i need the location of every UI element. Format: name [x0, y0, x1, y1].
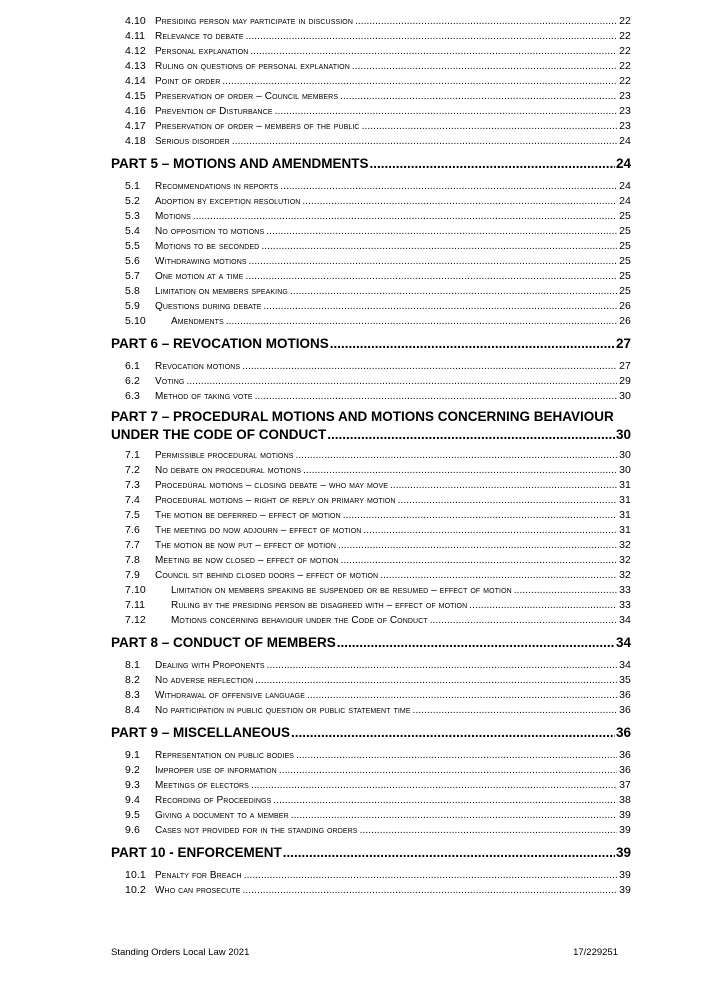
dot-leader	[296, 748, 617, 763]
toc-entry-page: 22	[619, 75, 631, 87]
toc-part-heading[interactable]	[111, 842, 631, 864]
toc-entry-title: No debate on procedural motions	[155, 465, 302, 476]
toc-entry-page: 36	[619, 749, 631, 761]
toc-entry[interactable]	[111, 89, 631, 104]
toc-entry-title: Dealing with Proponents	[155, 660, 265, 671]
toc-entry-title: Presiding person may participate in discussion	[155, 16, 353, 27]
toc-entry-title: Adoption by exception resolution	[155, 196, 301, 207]
toc-entry-number: 5.5	[125, 240, 140, 252]
toc-entry-number: 6.3	[125, 390, 140, 402]
toc-part-title: PART 6 – REVOCATION MOTIONS	[111, 336, 329, 351]
toc-entry-page: 39	[619, 884, 631, 896]
toc-entry-title: One motion at a time	[155, 271, 244, 282]
toc-entry-title: Motions	[155, 211, 191, 222]
toc-entry-title: Cases not provided for in the standing orders	[155, 825, 358, 836]
toc-entry-title: Preservation of order – Council members	[155, 91, 339, 102]
toc-entry[interactable]	[111, 823, 631, 838]
dot-leader	[255, 389, 618, 404]
dot-leader	[232, 134, 617, 149]
toc-entry-title: Giving a document to a member	[155, 810, 289, 821]
toc-entry-page: 26	[619, 300, 631, 312]
toc-entry[interactable]	[111, 224, 631, 239]
toc-entry-number: 8.4	[125, 704, 140, 716]
toc-entry-page: 37	[619, 779, 631, 791]
dot-leader	[330, 333, 615, 355]
toc-entry-page: 24	[619, 135, 631, 147]
toc-entry-page: 32	[619, 539, 631, 551]
toc-entry[interactable]	[111, 793, 631, 808]
dot-leader	[302, 194, 617, 209]
toc-entry-page: 25	[619, 240, 631, 252]
toc-entry-title: Withdrawal of offensive language	[155, 690, 305, 701]
toc-entry-page: 24	[619, 180, 631, 192]
toc-part-page: 34	[615, 635, 631, 650]
toc-entry-number: 7.9	[125, 569, 140, 581]
toc-entry-title: Serious disorder	[155, 136, 230, 147]
toc-entry-number: 9.5	[125, 809, 140, 821]
toc-part-title: PART 10 - ENFORCEMENT	[111, 845, 282, 860]
dot-leader	[243, 883, 618, 898]
toc-entry-number: 8.3	[125, 689, 140, 701]
toc-entry[interactable]	[111, 463, 631, 478]
toc-entry[interactable]	[111, 254, 631, 269]
toc-entry-title: Point of order	[155, 76, 221, 87]
toc-entry-title: Method of taking vote	[155, 391, 253, 402]
toc-entry-title: Ruling on questions of personal explanation	[155, 61, 350, 72]
toc-part-heading[interactable]	[111, 408, 631, 444]
toc-entry-page: 24	[619, 195, 631, 207]
toc-entry-number: 5.6	[125, 255, 140, 267]
toc-entry-page: 31	[619, 494, 631, 506]
dot-leader	[244, 868, 617, 883]
toc-entry-page: 31	[619, 479, 631, 491]
toc-entry-title: Relevance to debate	[155, 31, 244, 42]
toc-entry-number: 7.10	[125, 584, 146, 596]
toc-entry-number: 5.4	[125, 225, 140, 237]
toc-entry[interactable]	[111, 104, 631, 119]
dot-leader	[249, 254, 617, 269]
table-of-contents	[111, 14, 631, 898]
dot-leader	[291, 808, 617, 823]
toc-entry-page: 22	[619, 15, 631, 27]
toc-entry-number: 4.14	[125, 75, 146, 87]
toc-part-page: 27	[615, 336, 631, 351]
toc-entry-number: 5.9	[125, 300, 140, 312]
dot-leader	[362, 119, 618, 134]
dot-leader	[186, 374, 617, 389]
toc-entry-number: 5.1	[125, 180, 140, 192]
toc-entry-number: 4.15	[125, 90, 146, 102]
toc-entry[interactable]	[111, 478, 631, 493]
toc-entry[interactable]	[111, 553, 631, 568]
toc-entry[interactable]	[111, 673, 631, 688]
dot-leader	[261, 239, 617, 254]
toc-entry-title: Who can prosecute	[155, 885, 241, 896]
toc-entry[interactable]	[111, 374, 631, 389]
toc-entry[interactable]	[111, 868, 631, 883]
toc-entry-title: Meeting be now closed – effect of motion	[155, 555, 339, 566]
toc-entry-page: 36	[619, 764, 631, 776]
dot-leader	[255, 673, 617, 688]
toc-entry-title: Procedural motions – right of reply on primary motion	[155, 495, 396, 506]
toc-entry-title: Limitation on members speaking be suspended or be resumed – effect of motion	[171, 585, 512, 596]
toc-entry[interactable]	[111, 359, 631, 374]
toc-entry-title: Penalty for Breach	[155, 870, 242, 881]
toc-entry[interactable]	[111, 269, 631, 284]
toc-entry-number: 6.2	[125, 375, 140, 387]
toc-entry-title: The motion be deferred – effect of motion	[155, 510, 341, 521]
dot-leader	[283, 842, 615, 864]
toc-entry[interactable]	[111, 613, 631, 628]
dot-leader	[327, 426, 615, 444]
toc-entry-page: 33	[619, 584, 631, 596]
toc-entry[interactable]	[111, 209, 631, 224]
dot-leader	[290, 284, 617, 299]
dot-leader	[279, 763, 617, 778]
toc-entry-title: Recommendations in reports	[155, 181, 279, 192]
toc-entry[interactable]	[111, 658, 631, 673]
toc-entry-title: Council sit behind closed doors – effect of motion	[155, 570, 379, 581]
dot-leader	[266, 224, 617, 239]
toc-entry[interactable]	[111, 179, 631, 194]
dot-leader	[226, 314, 617, 329]
dot-leader	[337, 632, 615, 654]
toc-entry-number: 5.7	[125, 270, 140, 282]
toc-entry-page: 30	[619, 390, 631, 402]
toc-entry[interactable]	[111, 688, 631, 703]
dot-leader	[273, 793, 617, 808]
toc-entry-page: 22	[619, 45, 631, 57]
toc-entry-title: Personal explanation	[155, 46, 249, 57]
toc-entry[interactable]	[111, 568, 631, 583]
toc-entry-number: 5.2	[125, 195, 140, 207]
footer-document-number: 17/229251	[573, 947, 618, 958]
toc-entry-page: 22	[619, 30, 631, 42]
toc-entry-page: 30	[619, 464, 631, 476]
toc-entry[interactable]	[111, 44, 631, 59]
toc-entry-page: 31	[619, 524, 631, 536]
toc-entry-number: 7.1	[125, 449, 140, 461]
dot-leader	[264, 299, 618, 314]
toc-entry[interactable]	[111, 748, 631, 763]
toc-entry-number: 9.2	[125, 764, 140, 776]
toc-part-title: PART 8 – CONDUCT OF MEMBERS	[111, 635, 336, 650]
toc-entry[interactable]	[111, 389, 631, 404]
toc-entry-number: 6.1	[125, 360, 140, 372]
dot-leader	[363, 523, 617, 538]
toc-entry-title: The meeting do now adjourn – effect of motion	[155, 525, 362, 536]
toc-entry-page: 39	[619, 824, 631, 836]
toc-part-page: 39	[615, 845, 631, 860]
toc-part-heading[interactable]	[111, 632, 631, 654]
toc-part-page: 30	[615, 427, 631, 442]
dot-leader	[338, 538, 617, 553]
toc-entry-title: Limitation on members speaking	[155, 286, 288, 297]
toc-entry-number: 7.8	[125, 554, 140, 566]
toc-entry-number: 4.17	[125, 120, 146, 132]
dot-leader	[514, 583, 617, 598]
toc-entry[interactable]	[111, 284, 631, 299]
toc-entry-title: Amendments	[171, 316, 224, 327]
toc-entry-number: 8.2	[125, 674, 140, 686]
toc-entry-page: 25	[619, 210, 631, 222]
dot-leader	[352, 59, 617, 74]
toc-entry-page: 25	[619, 225, 631, 237]
toc-entry-title: No opposition to motions	[155, 226, 265, 237]
toc-entry-page: 25	[619, 270, 631, 282]
toc-entry[interactable]	[111, 493, 631, 508]
toc-entry-number: 7.12	[125, 614, 146, 626]
toc-entry-number: 10.2	[125, 884, 146, 896]
toc-entry[interactable]	[111, 778, 631, 793]
dot-leader	[193, 209, 617, 224]
toc-entry-number: 9.3	[125, 779, 140, 791]
toc-entry-title: Motions concerning behaviour under the Code of Conduct	[171, 615, 428, 626]
dot-leader	[341, 553, 618, 568]
toc-entry[interactable]	[111, 508, 631, 523]
dot-leader	[380, 568, 617, 583]
toc-entry-number: 7.11	[125, 599, 146, 611]
toc-entry-page: 38	[619, 794, 631, 806]
toc-entry-number: 5.10	[125, 315, 146, 327]
toc-entry-number: 4.16	[125, 105, 146, 117]
toc-entry[interactable]	[111, 74, 631, 89]
dot-leader	[340, 89, 617, 104]
toc-entry-number: 8.1	[125, 659, 140, 671]
toc-entry-number: 7.4	[125, 494, 140, 506]
toc-entry-page: 23	[619, 90, 631, 102]
toc-entry-number: 7.7	[125, 539, 140, 551]
toc-entry[interactable]	[111, 703, 631, 718]
dot-leader	[246, 29, 618, 44]
toc-entry[interactable]	[111, 299, 631, 314]
toc-entry-number: 4.18	[125, 135, 146, 147]
dot-leader	[242, 359, 617, 374]
toc-entry-page: 36	[619, 689, 631, 701]
toc-entry-number: 9.1	[125, 749, 140, 761]
toc-entry-title: Prevention of Disturbance	[155, 106, 273, 117]
dot-leader	[360, 823, 618, 838]
toc-entry-title: Questions during debate	[155, 301, 262, 312]
toc-entry-page: 25	[619, 285, 631, 297]
toc-entry-title: Improper use of information	[155, 765, 277, 776]
toc-part-title-line1: PART 7 – PROCEDURAL MOTIONS AND MOTIONS CONCERNING BEHAVIOUR	[111, 409, 614, 424]
footer-document-title: Standing Orders Local Law 2021	[111, 947, 250, 958]
toc-entry-number: 7.5	[125, 509, 140, 521]
toc-entry-number: 9.4	[125, 794, 140, 806]
dot-leader	[398, 493, 618, 508]
dot-leader	[291, 722, 615, 744]
toc-entry[interactable]	[111, 29, 631, 44]
toc-entry-title: The motion be now put – effect of motion	[155, 540, 336, 551]
toc-entry-page: 30	[619, 449, 631, 461]
toc-entry-page: 22	[619, 60, 631, 72]
toc-entry[interactable]	[111, 583, 631, 598]
dot-leader	[245, 269, 617, 284]
toc-entry-title: Representation on public bodies	[155, 750, 294, 761]
toc-entry-number: 7.6	[125, 524, 140, 536]
toc-entry-page: 26	[619, 315, 631, 327]
toc-entry-number: 4.13	[125, 60, 146, 72]
toc-entry-title: Recording of Proceedings	[155, 795, 272, 806]
toc-entry-number: 7.3	[125, 479, 140, 491]
toc-entry-number: 4.12	[125, 45, 146, 57]
dot-leader	[355, 14, 617, 29]
toc-entry[interactable]	[111, 59, 631, 74]
toc-part-heading[interactable]	[111, 722, 631, 744]
toc-entry[interactable]	[111, 808, 631, 823]
toc-entry-title: Revocation motions	[155, 361, 241, 372]
toc-entry-number: 9.6	[125, 824, 140, 836]
toc-entry-page: 31	[619, 509, 631, 521]
toc-part-page: 24	[615, 156, 631, 171]
toc-entry-page: 35	[619, 674, 631, 686]
dot-leader	[343, 508, 617, 523]
toc-entry[interactable]	[111, 119, 631, 134]
toc-part-title: PART 9 – MISCELLANEOUS	[111, 725, 291, 740]
dot-leader	[267, 658, 617, 673]
toc-entry-title: Voting	[155, 376, 185, 387]
toc-entry-page: 23	[619, 120, 631, 132]
dot-leader	[251, 778, 617, 793]
dot-leader	[296, 448, 618, 463]
toc-entry-page: 34	[619, 659, 631, 671]
toc-entry-page: 27	[619, 360, 631, 372]
toc-entry-title: Preservation of order – members of the public	[155, 121, 360, 132]
dot-leader	[390, 478, 617, 493]
toc-entry-number: 5.8	[125, 285, 140, 297]
dot-leader	[413, 703, 618, 718]
toc-entry-number: 4.10	[125, 15, 146, 27]
toc-part-title: PART 5 – MOTIONS AND AMENDMENTS	[111, 156, 369, 171]
toc-entry-title: Procedural motions – closing debate – who may move	[155, 480, 389, 491]
toc-entry-number: 5.3	[125, 210, 140, 222]
toc-entry[interactable]	[111, 523, 631, 538]
toc-entry[interactable]	[111, 598, 631, 613]
toc-entry[interactable]	[111, 763, 631, 778]
toc-part-heading[interactable]	[111, 153, 631, 175]
dot-leader	[275, 104, 617, 119]
toc-entry-page: 36	[619, 704, 631, 716]
toc-part-page: 36	[615, 725, 631, 740]
toc-entry-page: 39	[619, 809, 631, 821]
toc-entry-page: 23	[619, 105, 631, 117]
toc-entry-page: 34	[619, 614, 631, 626]
toc-entry-page: 39	[619, 869, 631, 881]
toc-entry-title: No participation in public question or public statement time	[155, 705, 411, 716]
dot-leader	[303, 463, 617, 478]
dot-leader	[469, 598, 617, 613]
toc-entry-title: Meetings of electors	[155, 780, 249, 791]
toc-entry-page: 29	[619, 375, 631, 387]
toc-part-heading[interactable]	[111, 333, 631, 355]
toc-entry-page: 33	[619, 599, 631, 611]
toc-entry[interactable]	[111, 883, 631, 898]
toc-entry-title: No adverse reflection	[155, 675, 254, 686]
toc-entry-number: 10.1	[125, 869, 146, 881]
toc-entry[interactable]	[111, 194, 631, 209]
toc-entry-number: 7.2	[125, 464, 140, 476]
toc-entry-page: 25	[619, 255, 631, 267]
page-footer	[111, 947, 618, 958]
dot-leader	[250, 44, 617, 59]
toc-entry-title: Withdrawing motions	[155, 256, 247, 267]
toc-entry[interactable]	[111, 14, 631, 29]
toc-entry-title: Permissible procedural motions	[155, 450, 294, 461]
toc-entry-title: Motions to be seconded	[155, 241, 260, 252]
toc-entry-page: 32	[619, 569, 631, 581]
toc-part-title-line2: UNDER THE CODE OF CONDUCT	[111, 427, 327, 442]
toc-entry[interactable]	[111, 239, 631, 254]
dot-leader	[430, 613, 617, 628]
dot-leader	[370, 153, 615, 175]
dot-leader	[307, 688, 617, 703]
dot-leader	[222, 74, 617, 89]
toc-entry[interactable]	[111, 314, 631, 329]
toc-entry[interactable]	[111, 448, 631, 463]
toc-entry[interactable]	[111, 134, 631, 149]
toc-entry[interactable]	[111, 538, 631, 553]
toc-entry-number: 4.11	[125, 30, 146, 42]
dot-leader	[280, 179, 617, 194]
toc-entry-page: 32	[619, 554, 631, 566]
toc-entry-title: Ruling by the presiding person be disagreed with – effect of motion	[171, 600, 468, 611]
